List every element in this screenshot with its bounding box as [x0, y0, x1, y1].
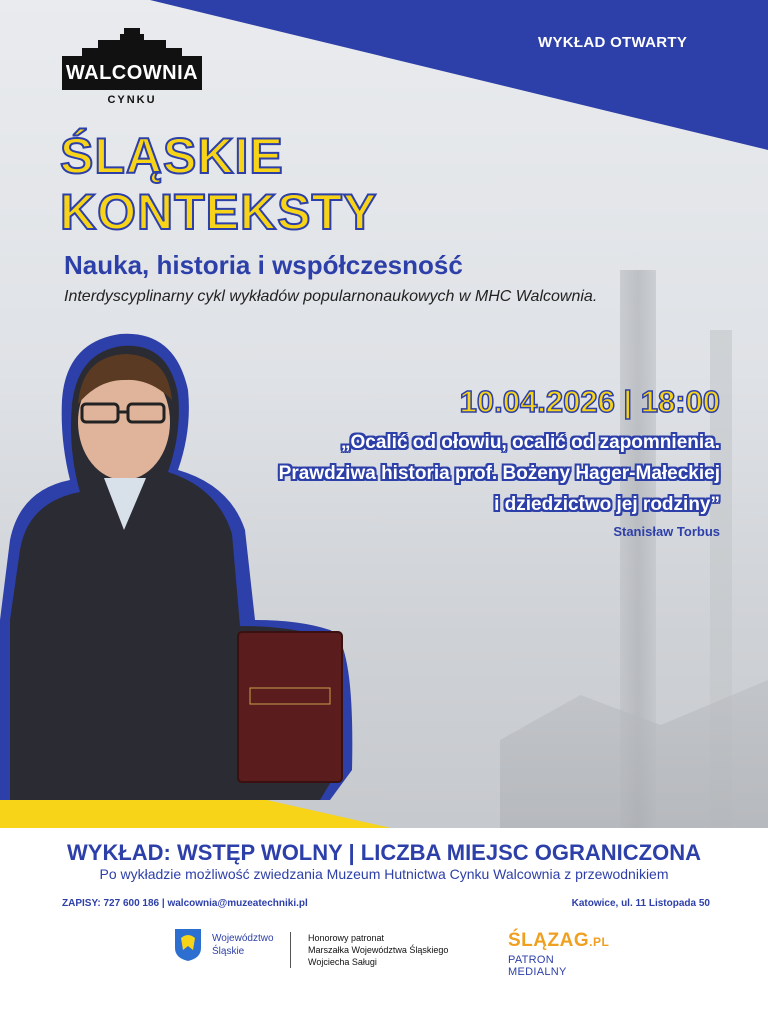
slazag-logo	[508, 930, 609, 952]
event-type-label: WYKŁAD OTWARTY	[538, 34, 688, 51]
slazag-suffix: .PL	[589, 935, 610, 949]
logo-sub: CYNKU	[107, 94, 157, 106]
slazag-brand: ŚLĄZAG	[508, 930, 590, 951]
title-line-2: KONTEKSTY	[60, 184, 378, 240]
partner-logos	[170, 926, 610, 976]
region-name	[212, 932, 274, 958]
region-line-1: Województwo	[212, 933, 274, 944]
entry-info: WYKŁAD: WSTĘP WOLNY | LICZBA MIEJSC OGRANICZONA	[67, 840, 701, 865]
walcownia-logo	[62, 28, 202, 112]
lecture-title-line-3: i dziedzictwo jej rodziny”	[494, 494, 720, 515]
logo-brand: WALCOWNIA	[65, 62, 199, 84]
media-patron-label: PATRON MEDIALNY	[508, 954, 567, 978]
lecture-title	[200, 427, 720, 520]
lecture-datetime: 10.04.2026 | 18:00	[459, 384, 720, 419]
partner-divider	[290, 932, 291, 968]
region-line-2: Śląskie	[212, 946, 245, 957]
title-line-1: ŚLĄSKIE	[60, 128, 284, 184]
series-subtitle: Nauka, historia i współczesność	[64, 250, 463, 280]
series-tagline: Interdyscyplinarny cykl wykładów popularnonaukowych w MHC Walcownia.	[64, 288, 598, 305]
speaker-photo	[0, 320, 360, 800]
silesian-eagle-icon	[174, 928, 202, 962]
speaker-figure	[0, 320, 360, 800]
patron-line-1: Honorowy patronat	[308, 933, 385, 943]
honorary-patronage	[308, 932, 448, 968]
lecture-title-line-2: Prawdziwa historia prof. Bożeny Hager-Małeckiej	[278, 463, 720, 484]
patron-line-2: Marszałka Województwa Śląskiego	[308, 945, 449, 955]
speaker-name: Stanisław Torbus	[613, 524, 720, 539]
contact-info: ZAPISY: 727 600 186 | walcownia@muzeatechniki.pl	[62, 898, 308, 909]
tour-note: Po wykładzie możliwość zwiedzania Muzeum Hutnictwa Cynku Walcownia z przewodnikiem	[99, 866, 669, 882]
venue-address: Katowice, ul. 11 Listopada 50	[571, 898, 710, 909]
lecture-title-line-1: „Ocalić od ołowiu, ocalić od zapomnienia.	[340, 432, 720, 453]
patron-line-3: Wojciecha Saługi	[308, 957, 377, 967]
